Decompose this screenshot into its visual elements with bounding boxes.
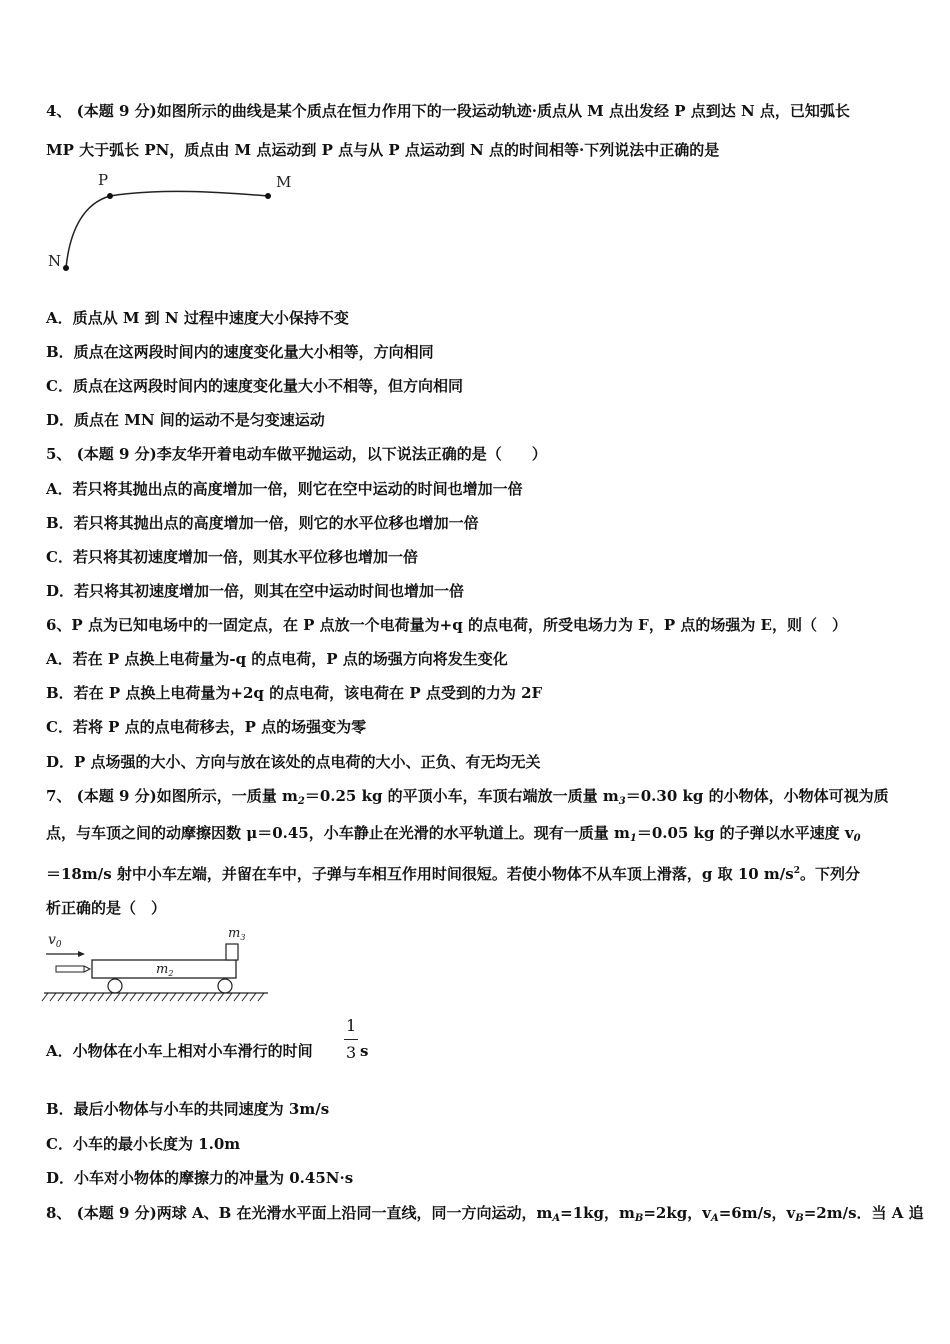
q4-option-d: D．质点在 MN 间的运动不是匀变速运动 bbox=[46, 411, 325, 429]
q7-option-a-fraction-denominator: 3 bbox=[346, 1043, 357, 1062]
q5-stem: 5、 (本题 9 分)李友华开着电动车做平抛运动，以下说法正确的是（ ） bbox=[46, 445, 547, 463]
q7-stem-line4: 析正确的是（ ） bbox=[46, 899, 167, 917]
label-n: N bbox=[48, 252, 62, 270]
q4-stem-line2: MP 大于弧长 PN，质点由 M 点运动到 P 点与从 P 点运动到 N 点的时间相等·下列说法中正确的是 bbox=[46, 141, 720, 159]
q6-option-a: A．若在 P 点换上电荷量为-q 的点电荷，P 点的场强方向将发生变化 bbox=[46, 650, 508, 668]
q4-option-a: A．质点从 M 到 N 过程中速度大小保持不变 bbox=[46, 309, 349, 327]
q7-option-a: A．小物体在小车上相对小车滑行的时间 bbox=[46, 1042, 313, 1060]
q6-option-b: B．若在 P 点换上电荷量为+2q 的点电荷，该电荷在 P 点受到的力为 2F bbox=[46, 684, 543, 702]
block-m3 bbox=[226, 944, 238, 960]
q6-option-d: D．P 点场强的大小、方向与放在该处的点电荷的大小、正负、有无均无关 bbox=[46, 753, 541, 771]
label-m: M bbox=[276, 173, 292, 191]
q4-option-c: C．质点在这两段时间内的速度变化量大小不相等，但方向相同 bbox=[46, 377, 463, 395]
label-p: P bbox=[98, 171, 109, 189]
q7-option-a-fraction-numerator: 1 bbox=[346, 1016, 357, 1035]
label-v0: $v_0$ bbox=[48, 932, 62, 950]
q7-stem-line2: 点，与车顶之间的动摩擦因数 μ＝0.45，小车静止在光滑的水平轨道上。现有一质量 $m_1=0.05$ kg 的子弹以水平速度 $v_0$ bbox=[46, 824, 861, 844]
point-p bbox=[107, 193, 113, 199]
q4-trajectory-figure bbox=[40, 168, 300, 278]
wheel-right bbox=[218, 979, 232, 993]
q4-option-b: B．质点在这两段时间内的速度变化量大小相等，方向相同 bbox=[46, 343, 434, 361]
q7-option-d: D．小车对小物体的摩擦力的冲量为 0.45N·s bbox=[46, 1169, 354, 1187]
q7-cart-figure bbox=[40, 922, 272, 1008]
q5-option-d: D．若只将其初速度增加一倍，则其在空中运动时间也增加一倍 bbox=[46, 582, 465, 600]
trajectory-curve bbox=[66, 191, 268, 268]
q5-option-a: A．若只将其抛出点的高度增加一倍，则它在空中运动的时间也增加一倍 bbox=[46, 480, 523, 498]
bullet bbox=[56, 966, 84, 972]
v0-arrow-head bbox=[78, 951, 85, 957]
q7-option-c: C．小车的最小长度为 1.0m bbox=[46, 1135, 241, 1153]
q7-stem-line3: ＝18m/s 射中小车左端，并留在车中，子弹与车相互作用时间很短。若使小物体不从车顶上滑落，g 取 10 $m/s^2$。下列分 bbox=[46, 865, 861, 883]
q4-stem-line1: 4、 (本题 9 分)如图所示的曲线是某个质点在恒力作用下的一段运动轨迹·质点从 M 点出发经 P 点到达 N 点，已知弧长 bbox=[46, 102, 850, 120]
q8-stem: 8、 (本题 9 分)两球 A、B 在光滑水平面上沿同一直线，同一方向运动，$m_A=1kg$，$m_B=2kg$，$v_A=6m/s$，$v_B=2m/s$．当 A 追 bbox=[46, 1204, 924, 1224]
ground-hatch bbox=[42, 993, 264, 1001]
q6-option-c: C．若将 P 点的点电荷移去，P 点的场强变为零 bbox=[46, 718, 367, 736]
fraction-bar bbox=[344, 1039, 358, 1040]
q5-option-b: B．若只将其抛出点的高度增加一倍，则它的水平位移也增加一倍 bbox=[46, 514, 479, 532]
label-m3: $m_3$ bbox=[228, 926, 246, 942]
q5-option-c: C．若只将其初速度增加一倍，则其水平位移也增加一倍 bbox=[46, 548, 418, 566]
q7-stem-line1: 7、 (本题 9 分)如图所示，一质量 $m_2=0.25$ kg 的平顶小车，车顶右端放一质量 $m_3=0.30$ kg 的小物体，小物体可视为质 bbox=[46, 787, 889, 807]
label-m2: $m_2$ bbox=[156, 962, 174, 978]
q7-option-a-unit: s bbox=[360, 1042, 369, 1060]
point-m bbox=[265, 193, 271, 199]
point-n bbox=[63, 265, 69, 271]
q6-stem: 6、P 点为已知电场中的一固定点，在 P 点放一个电荷量为+q 的点电荷，所受电场力为 F，P 点的场强为 E，则（ ） bbox=[46, 616, 847, 634]
q7-option-b: B．最后小物体与小车的共同速度为 3m/s bbox=[46, 1100, 330, 1118]
wheel-left bbox=[108, 979, 122, 993]
